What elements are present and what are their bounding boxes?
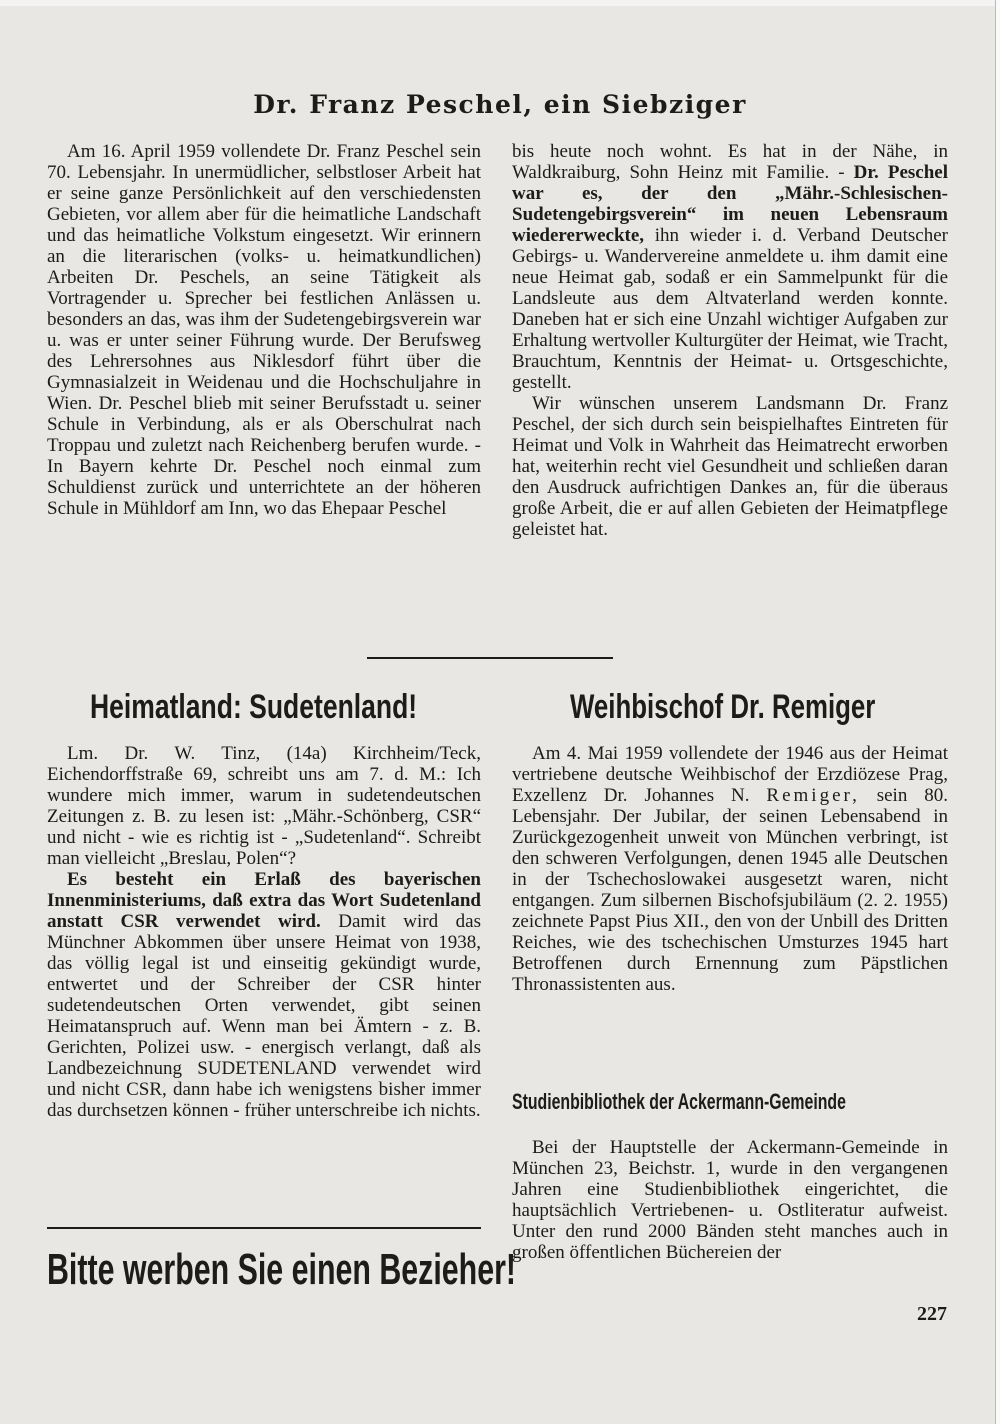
article-heimatland-paragraph-2-rest: Damit wird das Münchner Abkommen über unsere Heimat von 1938, das völlig legal ist und einseitig gekündigt wurde, entwertet und der Schreiber der CSR hinter sudetendeutschen Orten verwendet, gibt seinen Heimatanspruch auf. Wenn man bei Ämtern - z. B. Gerichten, Polizei usw. - energisch verlangt, daß als Landbezeichnung SUDETENLAND verwendet wird und nicht CSR, dann habe ich wenigstens bisher immer das durchsetzen können - früher unterschreibe ich nichts. <box>47 911 481 1121</box>
article-heimatland-column <box>47 743 481 1121</box>
article-weihbischof-name: Remiger, <box>766 785 860 806</box>
page-top-edge <box>0 0 1000 6</box>
page-number: 227 <box>917 1303 947 1325</box>
article-peschel-paragraph-3: Wir wünschen unserem Landsmann Dr. Franz Peschel, der sich durch sein beispielhaftes Eintreten für Heimat und Volk in Wahrheit das Heimatrecht erworben hat, weiterhin recht viel Gesundheit und schließen daran den Ausdruck aufrichtigen Dankes an, für die überaus große Arbeit, die er auf allen Gebieten der Heimatpflege geleistet hat. <box>512 393 948 540</box>
article-weihbischof-column <box>512 743 948 995</box>
article-peschel-paragraph-1: Am 16. April 1959 vollendete Dr. Franz Peschel sein 70. Lebensjahr. In unermüdlicher, selbstloser Arbeit hat er seine ganze Persönlichkeit auf den verschiedensten Gebieten, vor allem aber für die heimatliche Landschaft und das heimatliche Volkstum eingesetzt. Wir erinnern an die literarischen (volks- u. heimatkundlichen) Arbeiten Dr. Peschels, an seine Tätigkeit als Vortragender u. Sprecher bei festlichen Anlässen u. besonders an das, was ihm der Sudetengebirgsverein war u. was er unter seiner Führung wurde. Der Berufsweg des Lehrersohnes aus Niklesdorf führt über die Gymnasialzeit in Weidenau und die Hochschuljahre in Wien. Dr. Peschel blieb mit seiner Berufsstadt u. seiner Schule in Verbindung, als er als Oberschulrat nach Troppau und zuletzt nach Reichenberg berufen wurde. - In Bayern kehrte Dr. Peschel noch einmal zum Schuldienst zurück und unterrichtete an der höheren Schule in Mühldorf am Inn, wo das Ehepaar Peschel <box>47 141 481 519</box>
article-peschel-paragraph-2-rest: ihn wieder i. d. Verband Deutscher Gebirgs- u. Wandervereine anmeldete u. ihm damit eine neue Heimat gab, sodaß er ein Sammelpunkt für die Landsleute aus dem Altvaterland werden konnte. Daneben hat er sich eine Unzahl wichtiger Aufgaben zur Erhaltung wertvoller Kulturgüter der Heimat, wie Tracht, Brauchtum, Kenntnis der Heimat- u. Ortsgeschichte, gestellt. <box>512 225 948 393</box>
callout-bitte-werben: Bitte werben Sie einen Bezieher! <box>47 1245 517 1294</box>
article-peschel-continuation: bis heute noch wohnt. Es hat in der Nähe, in Waldkraiburg, Sohn Heinz mit Familie. - <box>512 141 948 183</box>
article-peschel-column-1 <box>47 141 481 519</box>
section-divider-center <box>367 657 613 659</box>
article-weihbischof-text-after: sein 80. Lebensjahr. Der Jubilar, der seinen Lebensabend in Zurückgezogenheit unweit von München verbringt, ist den schweren Verfolgungen, denen 1945 alle Deutschen in der Tschechoslowakei ausgesetzt waren, nicht entgangen. Zum silbernen Bischofsjubiläum (2. 2. 1955) zeichnete Papst Pius XII., den von der Unbill des Dritten Reiches, wie des tschechischen Umsturzes 1945 hart Betroffenen durch Ernennung zum Päpstlichen Thronassistenten aus. <box>512 785 948 995</box>
article-title-peschel: Dr. Franz Peschel, ein Siebziger <box>253 90 747 119</box>
article-peschel-paragraph-2 <box>512 141 948 393</box>
article-heimatland-paragraph-2 <box>47 869 481 1121</box>
heading-studienbibliothek: Studienbibliothek der Ackermann-Gemeinde <box>512 1089 846 1114</box>
article-peschel-bold-passage: Dr. Peschel war es, der den „Mähr.-Schlesischen-Sudetengebirgsverein“ im neuen Lebensraum wiedererweckte, <box>512 162 949 246</box>
article-peschel-column-2 <box>512 141 948 540</box>
article-weihbischof-text-before: Am 4. Mai 1959 vollendete der 1946 aus der Heimat vertriebene deutsche Weihbischof der Erzdiözese Prag, Exzellenz Dr. Johannes N. <box>512 743 948 806</box>
callout-divider <box>47 1227 481 1229</box>
article-studienbibliothek-paragraph: Bei der Hauptstelle der Ackermann-Gemeinde in München 23, Beichstr. 1, wurde in den vergangenen Jahren eine Studienbibliothek eingerichtet, die hauptsächlich Vertriebenen- u. Ostliteratur aufweist. Unter den rund 2000 Bänden steht manches auch in großen öffentlichen Büchereien der <box>512 1137 948 1263</box>
article-heimatland-bold-passage: Es besteht ein Erlaß des bayerischen Innenministeriums, daß extra das Wort Sudetenland anstatt CSR verwendet wird. <box>47 869 481 932</box>
article-heimatland-paragraph-1: Lm. Dr. W. Tinz, (14a) Kirchheim/Teck, Eichendorffstraße 69, schreibt uns am 7. d. M.: Ich wundere mich immer, warum in sudetendeutschen Zeitungen z. B. zu lesen ist: „Mähr.-Schönberg, CSR“ und nicht - wie es richtig ist - „Sudetenland“. Schreibt man vielleicht „Breslau, Polen“? <box>47 743 481 869</box>
page-right-edge <box>995 0 1000 1424</box>
heading-heimatland: Heimatland: Sudetenland! <box>90 688 418 726</box>
article-weihbischof-paragraph <box>512 743 948 995</box>
heading-weihbischof: Weihbischof Dr. Remiger <box>570 688 876 726</box>
article-studienbibliothek-column <box>512 1137 948 1263</box>
